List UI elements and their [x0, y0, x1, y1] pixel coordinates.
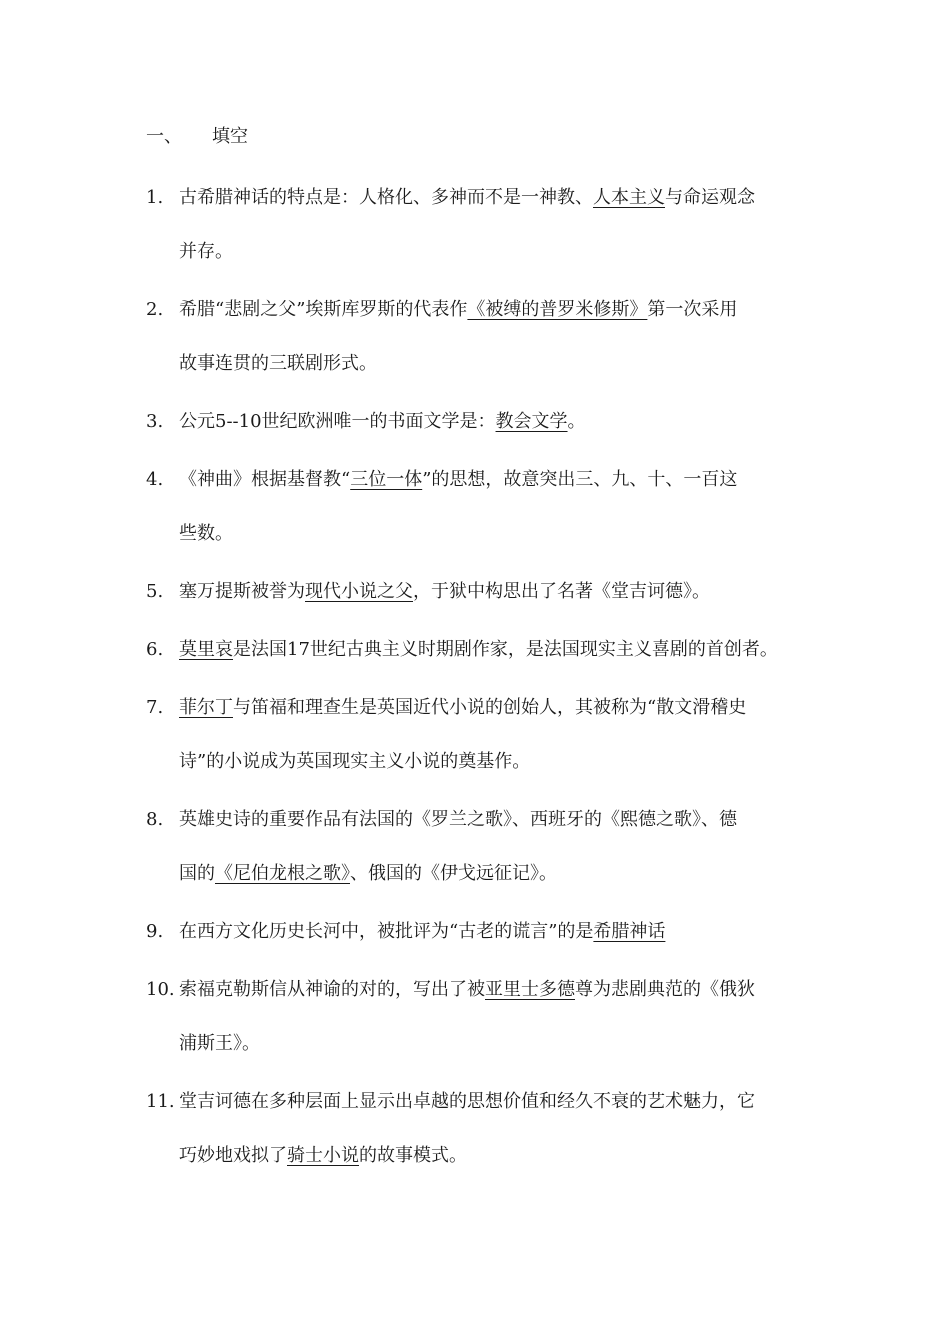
question-text: 在西方文化历史长河中，被批评为“古老的谎言”的是 — [179, 921, 594, 942]
section-title: 填空 — [212, 126, 248, 147]
question-text: 第一次采用 — [647, 299, 738, 320]
question-text: 的故事模式。 — [359, 1145, 467, 1166]
question-item — [146, 1087, 846, 1170]
question-line — [179, 975, 846, 1004]
question-number: 4. — [146, 469, 164, 490]
question-line — [179, 407, 846, 436]
question-text: 索福克勒斯信从神谕的对的，写出了被 — [179, 979, 485, 1000]
question-text: 《神曲》根据基督教“ — [179, 469, 351, 490]
question-text: 希腊“悲剧之父”埃斯库罗斯的代表作 — [179, 299, 468, 320]
question-number: 9. — [146, 921, 164, 942]
question-text: 。 — [567, 411, 586, 432]
question-text: 是法国17世纪古典主义时期剧作家，是法国现实主义喜剧的首创者。 — [233, 639, 778, 660]
answer-blank: 莫里哀 — [179, 639, 233, 660]
question-line-continued: 并存。 — [179, 241, 233, 262]
question-line-continued: 浦斯王》。 — [179, 1033, 260, 1054]
question-number: 1. — [146, 187, 164, 208]
answer-blank: 三位一体 — [350, 469, 423, 490]
question-text: 与笛福和理查生是英国近代小说的创始人，其被称为“散文滑稽史 — [233, 697, 747, 718]
question-item — [146, 975, 846, 1058]
question-item — [146, 465, 846, 548]
question-text: 英雄史诗的重要作品有法国的《罗兰之歌》、西班牙的《熙德之歌》、德 — [179, 809, 737, 830]
question-text: 公元5--10世纪欧洲唯一的书面文学是： — [179, 411, 496, 432]
question-number: 10. — [146, 979, 175, 1000]
question-text: 巧妙地戏拟了 — [179, 1145, 287, 1166]
question-line — [179, 577, 846, 606]
answer-blank: 《被缚的普罗米修斯》 — [467, 299, 648, 320]
question-list — [146, 183, 846, 1199]
question-line-continued: 些数。 — [179, 523, 233, 544]
answer-blank: 希腊神话 — [593, 921, 666, 942]
question-text: 古希腊神话的特点是：人格化、多神而不是一神教、 — [179, 187, 593, 208]
question-line — [179, 295, 846, 324]
question-item — [146, 917, 846, 946]
question-item — [146, 805, 846, 888]
answer-blank: 菲尔丁 — [179, 697, 233, 718]
question-text: ”的思想，故意突出三、九、十、一百这 — [422, 469, 738, 490]
question-item — [146, 407, 846, 436]
answer-blank: 教会文学 — [495, 411, 568, 432]
answer-blank: 现代小说之父 — [305, 581, 413, 602]
question-line-continued: 诗”的小说成为英国现实主义小说的奠基作。 — [179, 751, 531, 772]
question-number: 6. — [146, 639, 164, 660]
answer-blank: 骑士小说 — [287, 1145, 359, 1166]
question-line — [179, 693, 846, 722]
question-number: 2. — [146, 299, 164, 320]
question-number: 7. — [146, 697, 164, 718]
section-heading — [146, 124, 248, 150]
question-line-continued — [179, 1141, 846, 1170]
question-text: 、俄国的《伊戈远征记》。 — [350, 863, 557, 884]
question-line — [179, 183, 846, 212]
question-text: ，于狱中构思出了名著《堂吉诃德》。 — [413, 581, 710, 602]
question-item — [146, 635, 846, 664]
question-item — [146, 693, 846, 776]
question-line — [179, 635, 846, 664]
question-item — [146, 295, 846, 378]
question-item — [146, 577, 846, 606]
question-line — [179, 465, 846, 494]
question-line — [179, 917, 846, 946]
section-number: 一、 — [146, 126, 182, 147]
answer-blank: 亚里士多德 — [485, 979, 575, 1000]
question-text: 塞万提斯被誉为 — [179, 581, 305, 602]
question-line — [179, 805, 846, 834]
question-text: 与命运观念 — [665, 187, 755, 208]
question-text: 堂吉诃德在多种层面上显示出卓越的思想价值和经久不衰的艺术魅力，它 — [179, 1091, 755, 1112]
question-line-continued — [179, 859, 846, 888]
answer-blank: 《尼伯龙根之歌》 — [215, 863, 350, 884]
question-item — [146, 183, 846, 266]
question-line-continued: 故事连贯的三联剧形式。 — [179, 353, 377, 374]
question-number: 8. — [146, 809, 164, 830]
question-number: 3. — [146, 411, 164, 432]
question-number: 11. — [146, 1091, 175, 1112]
question-number: 5. — [146, 581, 164, 602]
question-text: 国的 — [179, 863, 215, 884]
answer-blank: 人本主义 — [593, 187, 665, 208]
question-text: 尊为悲剧典范的《俄狄 — [575, 979, 755, 1000]
question-line — [179, 1087, 846, 1116]
